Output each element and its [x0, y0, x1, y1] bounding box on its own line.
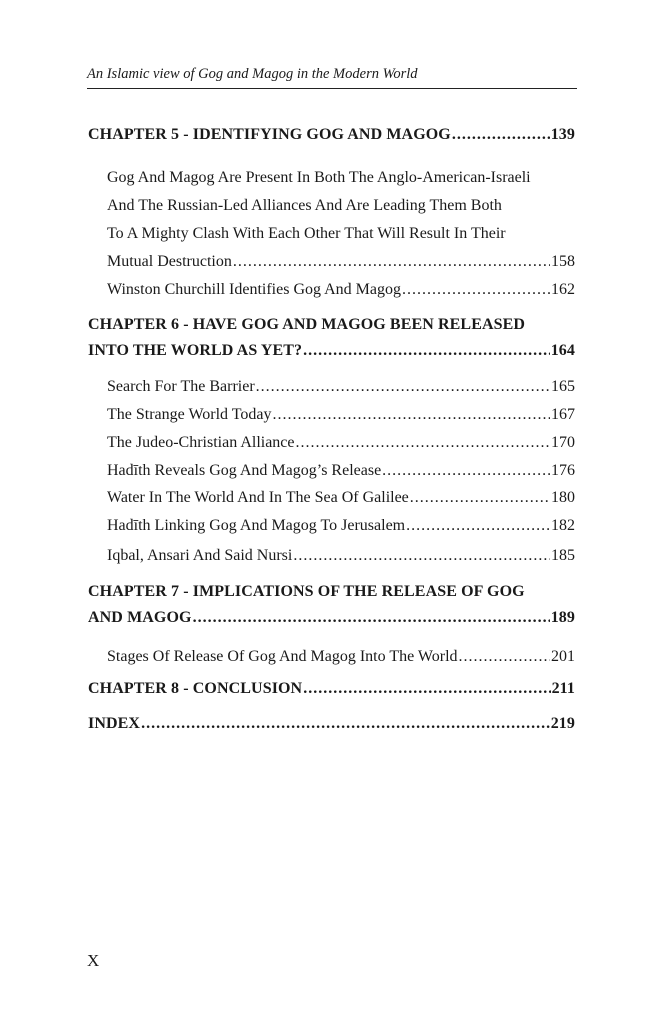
toc-section-page: 180 — [551, 489, 575, 506]
toc-section-title: The Judeo-Christian Alliance — [107, 434, 295, 451]
running-header — [87, 64, 577, 89]
leader-dots — [233, 251, 550, 273]
toc-section-title: The Strange World Today — [107, 406, 272, 423]
leader-dots — [296, 432, 550, 454]
leader-dots — [256, 376, 550, 398]
page-number: X — [87, 951, 100, 970]
leader-dots — [410, 487, 550, 509]
toc-section-title: Search For The Barrier — [107, 378, 255, 395]
toc-section-page: 162 — [551, 281, 575, 298]
toc-chapter-7[interactable] — [88, 579, 575, 631]
toc-section-page: 201 — [551, 648, 575, 665]
toc-section-strange-world[interactable] — [88, 404, 575, 426]
leader-dots — [303, 677, 550, 701]
toc-section-water-galilee[interactable] — [88, 487, 575, 509]
leader-dots — [402, 279, 550, 301]
toc-chapter-6-page: 164 — [550, 342, 575, 359]
toc-chapter-6[interactable] — [88, 312, 575, 364]
toc-chapter-8-page: 211 — [551, 680, 575, 697]
toc-section-line-1: Gog And Magog Are Present In Both The Anglo-American-Israeli — [107, 169, 531, 186]
toc-section-title: Water In The World And In The Sea Of Galilee — [107, 489, 409, 506]
toc-section-line-4: Mutual Destruction — [107, 253, 232, 270]
toc-section-title: Winston Churchill Identifies Gog And Magog — [107, 281, 401, 298]
toc-section-gog-magog-alliances[interactable] — [88, 167, 575, 273]
leader-dots — [303, 338, 550, 364]
toc-chapter-7-title-line-2: AND MAGOG — [88, 609, 192, 626]
toc-section-page: 170 — [551, 434, 575, 451]
toc-chapter-5-title: CHAPTER 5 - IDENTIFYING GOG AND MAGOG — [88, 126, 451, 143]
leader-dots — [382, 460, 550, 482]
toc-section-page: 185 — [551, 547, 575, 564]
toc-chapter-7-page: 189 — [550, 609, 575, 626]
toc-section-page: 176 — [551, 462, 575, 479]
toc-section-title: Hadīth Linking Gog And Magog To Jerusalem — [107, 517, 406, 534]
toc-section-title: Iqbal, Ansari And Said Nursi — [107, 547, 293, 564]
toc-section-page: 182 — [551, 517, 575, 534]
toc-section-line-2: And The Russian-Led Alliances And Are Leading Them Both — [107, 197, 502, 214]
toc-section-churchill[interactable] — [88, 279, 575, 301]
leader-dots — [293, 545, 550, 567]
leader-dots — [406, 515, 550, 537]
toc-section-judeo-christian[interactable] — [88, 432, 575, 454]
toc-chapter-6-title-line-2: INTO THE WORLD AS YET? — [88, 342, 303, 359]
leader-dots — [193, 605, 550, 631]
toc-section-page: 165 — [551, 378, 575, 395]
toc-section-hadith-jerusalem[interactable] — [88, 515, 575, 537]
toc-chapter-7-title-line-1: CHAPTER 7 - IMPLICATIONS OF THE RELEASE OF GOG — [88, 583, 525, 600]
leader-dots — [452, 126, 550, 144]
toc-index-page: 219 — [550, 715, 575, 732]
toc-chapter-8-title: CHAPTER 8 - CONCLUSION — [88, 680, 303, 697]
toc-section-barrier[interactable] — [88, 376, 575, 398]
leader-dots — [141, 712, 550, 736]
toc-section-hadith-release[interactable] — [88, 460, 575, 482]
toc-chapter-6-title-line-1: CHAPTER 6 - HAVE GOG AND MAGOG BEEN RELEASED — [88, 316, 526, 333]
toc-chapter-5-page: 139 — [550, 126, 575, 143]
toc-section-stages-release[interactable] — [88, 646, 575, 668]
toc-index-title: INDEX — [88, 715, 141, 732]
toc-section-title: Hadīth Reveals Gog And Magog’s Release — [107, 462, 382, 479]
toc-chapter-8[interactable] — [88, 677, 575, 701]
leader-dots — [459, 646, 550, 668]
leader-dots — [273, 404, 550, 426]
toc-section-page: 158 — [551, 253, 575, 270]
toc-index[interactable] — [88, 712, 575, 736]
toc-section-title: Stages Of Release Of Gog And Magog Into The World — [107, 648, 458, 665]
toc-chapter-5[interactable] — [88, 126, 575, 144]
running-header-title: An Islamic view of Gog and Magog in the Modern World — [87, 66, 418, 82]
toc-section-line-3: To A Mighty Clash With Each Other That Will Result In Their — [107, 225, 506, 242]
toc-section-iqbal[interactable] — [88, 545, 575, 567]
toc-section-page: 167 — [551, 406, 575, 423]
